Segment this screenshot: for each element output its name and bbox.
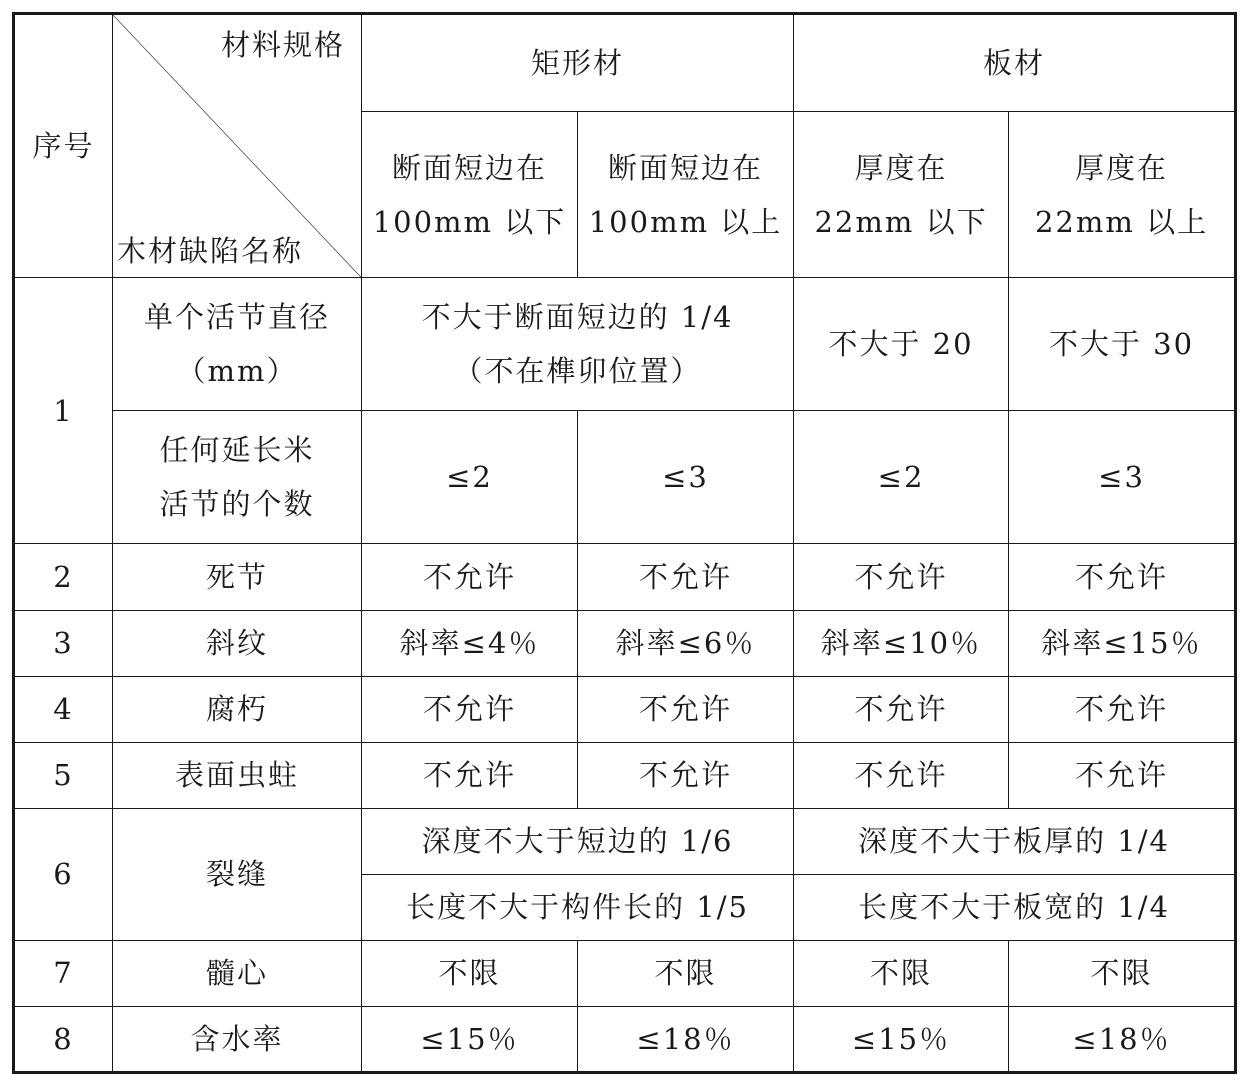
row-value: 不允许 [362,676,578,742]
row-defect-name: 斜纹 [113,610,362,676]
header-diagonal-cell [113,14,362,278]
row-value: ≤18％ [578,1006,794,1072]
header-sub-rect-over: 断面短边在 100mm 以上 [578,112,794,278]
row-value: 不允许 [578,676,794,742]
row-value: 不允许 [578,544,794,610]
header-sub-rect-under: 断面短边在 100mm 以下 [362,112,578,278]
row-value-board: 深度不大于板厚的 1/4 [794,808,1236,874]
row-value: ≤2 [794,411,1009,544]
row-value: ≤18％ [1009,1006,1236,1072]
row-value: 不允许 [362,742,578,808]
row-seq: 6 [14,808,113,940]
row-value: 斜率≤6％ [578,610,794,676]
row-value: 不允许 [1009,742,1236,808]
header-group-rect: 矩形材 [362,14,794,112]
row-defect-name: 裂缝 [113,808,362,940]
row-value: 斜率≤15％ [1009,610,1236,676]
row-value: ≤3 [1009,411,1236,544]
row-value: 斜率≤10％ [794,610,1009,676]
row-seq: 2 [14,544,113,610]
row-value: 不允许 [794,544,1009,610]
row-defect-name: 死节 [113,544,362,610]
row-defect-name: 腐朽 [113,676,362,742]
row-defect-name: 表面虫蛀 [113,742,362,808]
row-value-rect: 深度不大于短边的 1/6 [362,808,794,874]
row-value: 不大于 30 [1009,278,1236,411]
row-seq: 3 [14,610,113,676]
row-value: ≤2 [362,411,578,544]
row-value-rect: 长度不大于构件长的 1/5 [362,874,794,940]
row-value: 不允许 [578,742,794,808]
row-value-board: 长度不大于板宽的 1/4 [794,874,1236,940]
wood-defect-table [12,12,1237,1074]
row-value: 不允许 [362,544,578,610]
row-seq: 4 [14,676,113,742]
row-seq: 7 [14,940,113,1006]
header-material-spec: 材料规格 [220,28,345,62]
row-value: 不允许 [794,676,1009,742]
row-value: 不大于 20 [794,278,1009,411]
row-defect-name: 髓心 [113,940,362,1006]
row-defect-name: 单个活节直径 （mm） [113,278,362,411]
row-value: 不允许 [1009,676,1236,742]
row-value: ≤15％ [794,1006,1009,1072]
row-defect-name: 含水率 [113,1006,362,1072]
header-seq: 序号 [14,14,113,278]
header-sub-board-under: 厚度在 22mm 以下 [794,112,1009,278]
row-value-rect: 不大于断面短边的 1/4 （不在榫卯位置） [362,278,794,411]
row-seq: 8 [14,1006,113,1072]
row-value: 不限 [794,940,1009,1006]
header-group-board: 板材 [794,14,1236,112]
row-value: 不允许 [794,742,1009,808]
row-value: 不允许 [1009,544,1236,610]
row-seq: 1 [14,278,113,544]
header-sub-board-over: 厚度在 22mm 以上 [1009,112,1236,278]
row-value: 不限 [1009,940,1236,1006]
row-seq: 5 [14,742,113,808]
header-defect-name: 木材缺陷名称 [117,234,304,269]
row-value: 斜率≤4％ [362,610,578,676]
row-value: ≤3 [578,411,794,544]
row-value: 不限 [578,940,794,1006]
row-value: ≤15％ [362,1006,578,1072]
row-value: 不限 [362,940,578,1006]
row-defect-name: 任何延长米 活节的个数 [113,411,362,544]
